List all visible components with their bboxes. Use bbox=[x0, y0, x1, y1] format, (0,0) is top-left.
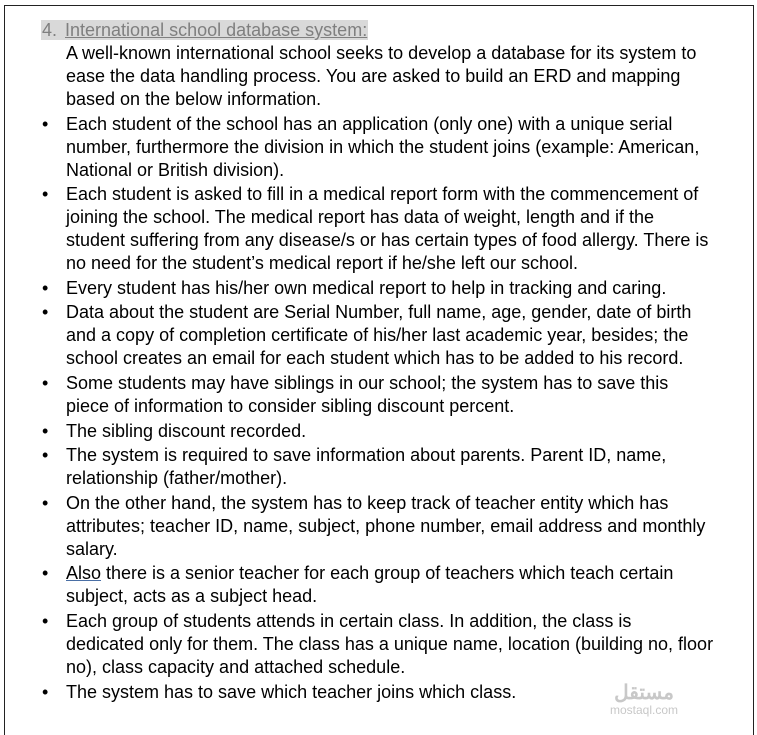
list-item bbox=[0, 608, 757, 679]
list-item-line: no need for the student’s medical report if he/she left our school. bbox=[66, 253, 578, 274]
intro-line: A well-known international school seeks to develop a database for its system to bbox=[66, 43, 697, 63]
list-item-line: piece of information to consider sibling discount percent. bbox=[66, 395, 515, 416]
bullet-icon: • bbox=[42, 277, 49, 298]
bullet-icon: • bbox=[42, 184, 49, 205]
heading-number: 4. bbox=[42, 20, 58, 40]
list-item-line: Every student has his/her own medical report to help in tracking and caring. bbox=[66, 277, 667, 298]
list-item-line: school creates an email for each student which has to be added to his record. bbox=[66, 348, 684, 369]
watermark-arabic: مستقل bbox=[614, 682, 674, 704]
list-item-line: subject, acts as a subject head. bbox=[66, 586, 318, 607]
list-item-line: dedicated only for them. The class has a unique name, location (building no, floor bbox=[66, 633, 714, 654]
list-item bbox=[0, 561, 757, 609]
list-item bbox=[0, 275, 757, 300]
bullet-icon: • bbox=[42, 681, 49, 702]
list-item bbox=[0, 370, 757, 418]
bullet-icon: • bbox=[42, 563, 49, 584]
list-item-line: attributes; teacher ID, name, subject, phone number, email address and monthly bbox=[66, 515, 706, 536]
bullet-icon: • bbox=[42, 420, 49, 441]
watermark-latin: mostaql.com bbox=[610, 703, 679, 717]
bullet-icon: • bbox=[42, 113, 49, 134]
list-item-line bbox=[66, 562, 757, 585]
list-item bbox=[0, 300, 757, 371]
list-item-line: Data about the student are Serial Number, full name, age, gender, date of birth bbox=[66, 302, 692, 323]
list-item bbox=[0, 111, 757, 182]
list-item-line: number, furthermore the division in which the student joins (example: American, bbox=[66, 136, 700, 157]
requirements-list bbox=[0, 111, 757, 704]
bullet-icon: • bbox=[42, 372, 49, 393]
list-item-line: relationship (father/mother). bbox=[66, 468, 288, 489]
list-item-line: The sibling discount recorded. bbox=[66, 420, 307, 441]
list-item bbox=[0, 443, 757, 491]
list-item-line: The system has to save which teacher joins which class. bbox=[66, 681, 517, 702]
list-item-line: National or British division). bbox=[66, 159, 285, 180]
intro-line: based on the below information. bbox=[66, 89, 322, 109]
heading-title: International school database system: bbox=[65, 20, 368, 40]
bullet-icon: • bbox=[42, 445, 49, 466]
list-item-line: On the other hand, the system has to keep track of teacher entity which has bbox=[66, 492, 669, 513]
underlined-word: Also bbox=[66, 563, 102, 584]
list-item bbox=[0, 418, 757, 443]
list-item-line: no), class capacity and attached schedule. bbox=[66, 656, 406, 677]
list-item-line: Some students may have siblings in our school; the system has to save this bbox=[66, 372, 669, 393]
list-item-line: Each student is asked to fill in a medical report form with the commencement of bbox=[66, 184, 699, 205]
list-item-line: and a copy of completion certificate of his/her last academic year, besides; the bbox=[66, 325, 689, 346]
bullet-icon: • bbox=[42, 302, 49, 323]
list-item-line: Each group of students attends in certain class. In addition, the class is bbox=[66, 610, 632, 631]
list-item-line: The system is required to save information about parents. Parent ID, name, bbox=[66, 445, 667, 466]
document-body bbox=[0, 19, 757, 704]
bullet-icon: • bbox=[42, 610, 49, 631]
section-heading bbox=[0, 19, 757, 42]
intro-line: ease the data handling process. You are asked to build an ERD and mapping bbox=[66, 66, 681, 86]
list-item-line: Each student of the school has an application (only one) with a unique serial bbox=[66, 113, 673, 134]
list-item-line: salary. bbox=[66, 538, 118, 559]
intro-paragraph bbox=[0, 42, 757, 111]
list-item-line: student suffering from any disease/s or has certain types of food allergy. There is bbox=[66, 230, 709, 251]
line-text: there is a senior teacher for each group of teachers which teach certain bbox=[101, 563, 674, 584]
list-item-line: joining the school. The medical report has data of weight, length and if the bbox=[66, 207, 655, 228]
list-item bbox=[0, 182, 757, 276]
watermark-logo bbox=[610, 683, 678, 717]
bullet-icon: • bbox=[42, 492, 49, 513]
list-item bbox=[0, 490, 757, 561]
